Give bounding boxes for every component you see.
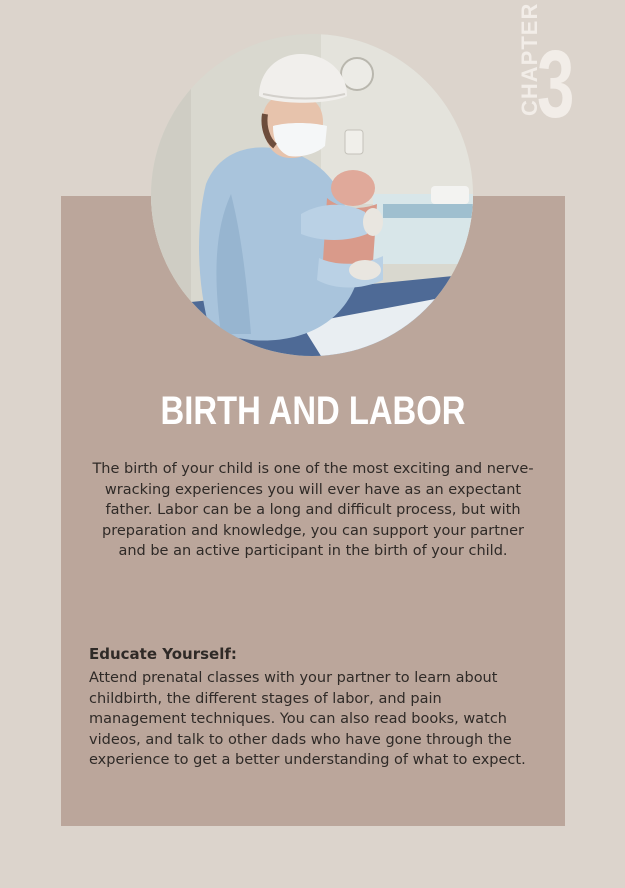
intro-paragraph: The birth of your child is one of the most exciting and nerve-wracking experiences you will ever have as an expectant father. Labor can be a long and difficult process, but with preparation and knowledge, you can support your partner and be an active participant in the birth of your child. [92,461,534,559]
chapter-label: CHAPTER [517,2,542,116]
section-body: Attend prenatal classes with your partner to learn about childbirth, the different stages of labor, and pain management techniques. You can also read books, watch videos, and talk to other dads who have gone through the experience to get a better understanding of what to expect. [89,670,526,768]
father-holding-newborn-photo [151,34,473,356]
chapter-title: BIRTH AND LABOR [160,389,466,433]
section-heading: Educate Yourself: [89,645,237,663]
chapter-number: 3 [537,31,575,138]
